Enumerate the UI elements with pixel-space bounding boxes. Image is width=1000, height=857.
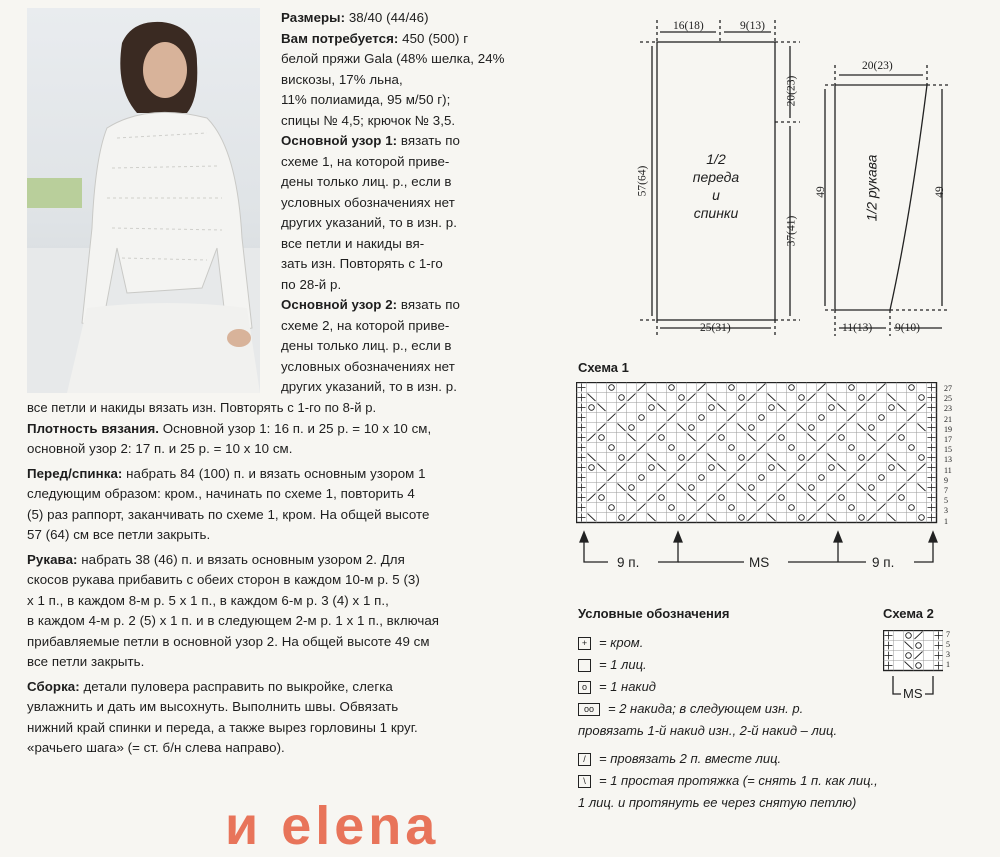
density-line: Плотность вязания. Основной узор 1: 16 п. и 25 р. = 10 х 10 см, [27,420,432,436]
pattern2-line: схеме 2, на которой приве- [281,317,450,333]
materials-line: Вам потребуется: 450 (500) г [281,30,469,46]
schema2-row-numbers: 7 5 3 1 [946,630,950,669]
legend-item: = 1 лиц. [578,654,878,676]
front-back-line: следующим образом: кром., начинать по схеме 1, повторить 4 [27,486,415,501]
pattern2-line: Основной узор 2: вязать по [281,297,460,312]
schema1-title: Схема 1 [578,360,629,375]
sleeves-line: скосов рукава прибавить с обеих сторон в каждом 10-м р. 5 (3) [27,572,420,587]
schema1-chart [576,382,946,530]
materials-line: спицы № 4,5; крючок № 3,5. [281,112,456,128]
pattern1-line: Основной узор 1: вязать по [281,133,460,148]
pattern1-line: все петли и накиды вя- [281,235,425,251]
sleeve-label: 1/2 рукава [863,154,880,222]
schema2-chart [883,630,943,672]
pattern1-line: дены только лиц. р., если в [281,174,452,189]
sleeve-outline [835,85,927,310]
materials-line: белой пряжи Gala (48% шелка, 24% вискозы, 17% льна, [281,51,505,87]
schema2-ms-label: MS [903,686,923,701]
schema1-ms-label: MS [749,555,770,570]
main-text-column [27,398,522,759]
legend-item: oo = 2 накида; в следующем изн. р. [578,698,878,720]
pattern2-line: все петли и накиды вязать изн. Повторять с 1-го по 8-й р. [27,400,377,415]
k2tog-symbol: / [578,753,591,766]
sleeve-right-height-dim: 49 [933,186,946,198]
legend-item-continued: 1 лиц. и протянуть ее через снятую петлю) [578,795,857,810]
schema1-right-repeat: 9 п. [872,555,895,570]
model-illustration [27,8,260,393]
body-height-dim: 57(64) [636,165,649,197]
pattern2-line: других указаний, то в изн. р. [281,379,457,394]
front-back-line: 57 (64) см все петли закрыть. [27,527,211,542]
front-back-line: Перед/спинка: набрать 84 (100) п. и вязать основным узором 1 [27,465,426,481]
materials-line: 11% полиамида, 95 м/50 г); [281,92,451,107]
sleeves-line: Рукава: набрать 38 (46) п. и вязать основным узором 2. Для [27,551,405,567]
sleeves-line: все петли закрыть. [27,654,145,669]
legend-title: Условные обозначения [578,606,730,621]
assembly-line: «рачьего шага» (= ст. б/н слева направо). [27,740,285,755]
body-bottom-dim: 25(31) [700,322,731,334]
sizes-line: Размеры: 38/40 (44/46) [281,10,429,25]
yarn-over-symbol: o [578,681,591,694]
assembly-line: увлажнить и дать им высохнуть. Выполнить швы. Обвязать [27,699,399,714]
body-right-lower-dim: 37(41) [785,215,798,247]
knit-stitch-symbol [578,659,591,672]
legend-list [578,632,878,814]
skp-symbol: \ [578,775,591,788]
legend-item: / = провязать 2 п. вместе лиц. [578,748,878,770]
sleeves-line: прибавляемые петли в основной узор 2. На общей высоте 49 см [27,633,430,649]
body-top-right-dim: 9(13) [740,20,765,32]
sleeve-left-height-dim: 49 [814,186,827,198]
sleeve-bottom-right-dim: 9(10) [895,322,920,334]
legend-item: + = кром. [578,632,878,654]
schema1-left-repeat: 9 п. [617,555,640,570]
sleeves-line: в каждом 4-м р. 2 (5) х 1 п. и в следующем 2-м р. 1 х 1 п., включая [27,613,440,628]
pattern2-line: условных обозначениях нет [281,358,455,374]
intro-column [281,8,521,398]
sleeve-top-dim: 20(23) [862,60,893,72]
pattern1-line: схеме 1, на которой приве- [281,153,450,169]
pattern1-line: других указаний, то в изн. р. [281,215,457,230]
model-photo [27,8,260,393]
assembly-line: нижний край спинки и переда, а также вырез горловины 1 круг. [27,719,418,735]
pattern1-line: по 28-й р. [281,276,342,292]
pattern1-line: условных обозначениях нет [281,194,455,210]
pattern2-line: дены только лиц. р., если в [281,338,452,353]
pattern1-line: зать изн. Повторять с 1-го [281,256,443,271]
assembly-line: Сборка: детали пуловера расправить по выкройке, слегка [27,678,393,694]
schema1-row-numbers: 27 25 23 21 19 17 15 13 11 9 7 5 3 1 [944,384,952,526]
body-label: 1/2 переда и спинки [692,151,740,221]
double-yarn-over-symbol: oo [578,703,600,716]
sleeve-bottom-left-dim: 11(13) [842,322,873,334]
front-back-line: (5) раз раппорт, заканчивать по схеме 1, кром. На общей высоте [27,506,430,522]
footer-title-fragment: и elena [225,796,440,856]
legend-item-continued: провязать 1-й накид изн., 2-й накид – лиц. [578,723,838,738]
schema2-title: Схема 2 [883,606,934,621]
sleeves-line: х 1 п., в каждом 8-м р. 5 х 1 п., в каждом 6-м р. 3 (4) х 1 п., [27,592,389,608]
body-right-upper-dim: 20(23) [785,75,798,107]
legend-item: o = 1 накид [578,676,878,698]
density-line: основной узор 2: 17 п. и 25 р. = 10 х 10 см. [27,441,293,456]
body-top-left-dim: 16(18) [673,20,704,32]
legend-item: \ = 1 простая протяжка (= снять 1 п. как лиц., [578,770,878,792]
edge-stitch-symbol: + [578,637,591,650]
